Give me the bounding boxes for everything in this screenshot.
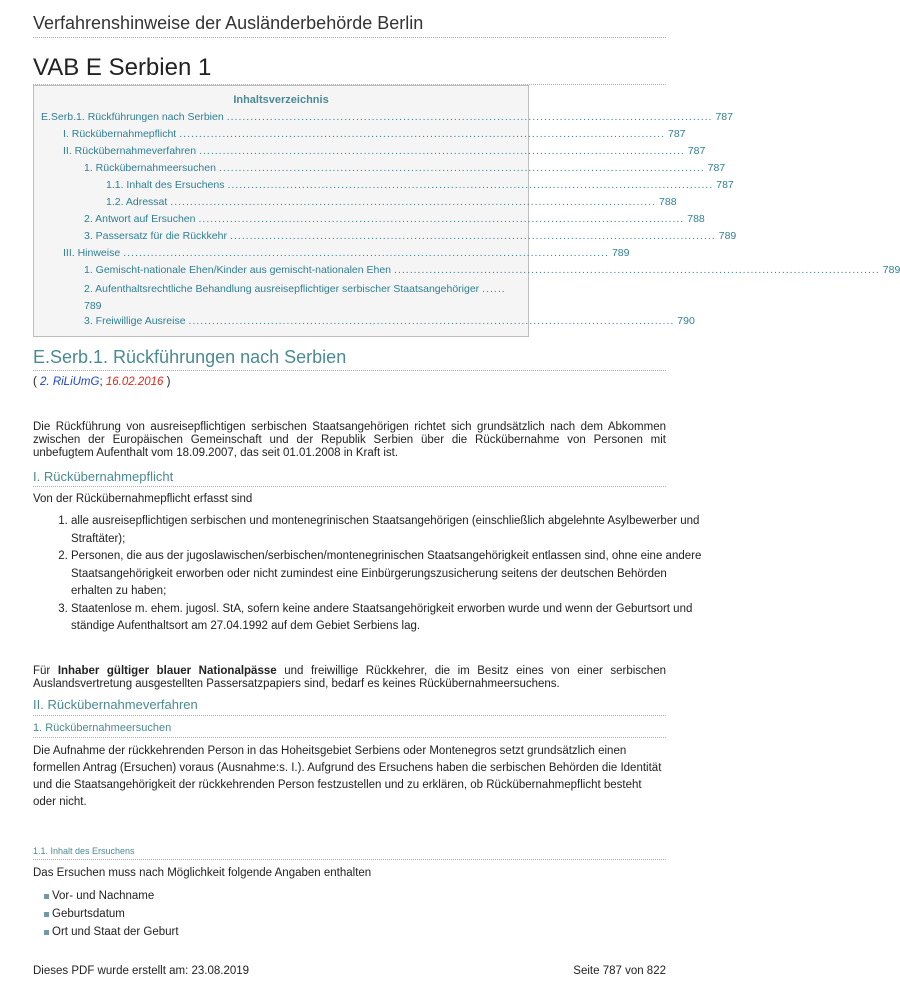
toc-entry[interactable]: E.Serb.1. Rückführungen nach Serbien ............................................................................................................................ 787 bbox=[41, 111, 733, 123]
subsection-divider bbox=[33, 715, 666, 716]
bullet-icon bbox=[44, 912, 49, 917]
section-heading: E.Serb.1. Rückführungen nach Serbien bbox=[33, 347, 347, 367]
subsection-heading: I. Rückübernahmepflicht bbox=[33, 469, 174, 484]
request-data-list bbox=[33, 887, 179, 941]
toc-entry[interactable]: II. Rückübernahmeverfahren ............................................................................................................................ 787 bbox=[63, 145, 706, 157]
toc-entry[interactable]: 1.2. Adressat ............................................................................................................................ 788 bbox=[106, 196, 677, 208]
sub-subsection-heading: 1. Rückübernahmeersuchen bbox=[33, 722, 172, 734]
procedure-paragraph: Die Aufnahme der rückkehrenden Person in das Hoheitsgebiet Serbiens oder Montenegros setzt grundsätzlich einen formellen Antrag (Ersuchen) voraus (Ausnahme:s. I.). Aufgrund des Ersuchens haben die serbischen Behörden die Identität und die Staatsangehörigkeit der rückkehrenden Person festzustellen und zu erklären, ob Rückübernahmepflicht besteht oder nicht. bbox=[33, 745, 662, 808]
toc-entry[interactable]: 1.1. Inhalt des Ersuchens ............................................................................................................................ 787 bbox=[106, 179, 734, 191]
page-footer bbox=[33, 965, 666, 977]
toc-entry[interactable]: 1. Rückübernahmeersuchen ............................................................................................................................ 787 bbox=[84, 162, 726, 174]
reference-link[interactable]: 2. RiLiUmG bbox=[40, 376, 100, 388]
header-divider bbox=[33, 37, 666, 38]
table-of-contents bbox=[33, 85, 900, 337]
footer-page-number: Seite 787 von 822 bbox=[573, 965, 666, 977]
toc-entry[interactable]: 2. Aufenthaltsrechtliche Behandlung ausreisepflichtiger serbischer Staatsangehöriger ...... 789 bbox=[84, 283, 506, 312]
section-divider bbox=[33, 370, 666, 371]
passport-note: Für Inhaber gültiger blauer Nationalpässe und freiwillige Rückkehrer, die im Besitz eines von einer serbischen Auslandsvertretung ausgestellten Passersatzpapiers sind, bedarf es keines Rückübernahmeersuchens. bbox=[33, 665, 666, 690]
reference-date: 16.02.2016 bbox=[105, 376, 164, 388]
footer-created: Dieses PDF wurde erstellt am: 23.08.2019 bbox=[33, 965, 250, 977]
bullet-icon bbox=[44, 930, 49, 935]
bullet-icon bbox=[44, 894, 49, 899]
list-item: 1. alle ausreisepflichtigen serbischen und montenegrinischen Staatsangehörigen (einschließlich abgelehnte Asylbewerber und Straftäter); bbox=[71, 513, 704, 548]
obligation-lead: Von der Rückübernahmepflicht erfasst sind bbox=[33, 493, 253, 505]
request-content-lead: Das Ersuchen muss nach Möglichkeit folgende Angaben enthalten bbox=[33, 867, 372, 879]
list-item: Geburtsdatum bbox=[33, 905, 179, 923]
subsection-divider bbox=[33, 486, 666, 487]
sub-subsection-heading: 1.1. Inhalt des Ersuchens bbox=[33, 846, 135, 856]
reference-line: ( 2. RiLiUmG; 16.02.2016 ) bbox=[33, 376, 171, 388]
list-item: 2. Personen, die aus der jugoslawischen/serbischen/montenegrinischen Staatsangehörigkeit entlassen sind, ohne eine andere Staatsangehörigkeit erworben oder nicht zumindest eine Einbürgerungszusicherung seitens der deutschen Behörden erhalten zu haben; bbox=[71, 548, 704, 601]
toc-entry[interactable]: 3. Passersatz für die Rückkehr ............................................................................................................................ 789 bbox=[84, 230, 737, 242]
toc-entry[interactable]: I. Rückübernahmepflicht ............................................................................................................................ 787 bbox=[63, 128, 686, 140]
obligation-list bbox=[33, 513, 704, 636]
list-item: Ort und Staat der Geburt bbox=[33, 923, 179, 941]
list-item: 3. Staatenlose m. ehem. jugosl. StA, sofern keine andere Staatsangehörigkeit erworben wurde und wenn der Geburtsort und ständige Aufenthaltsort am 27.04.1992 auf dem Gebiet Serbiens lag. bbox=[71, 601, 704, 636]
sub-subsection-divider bbox=[33, 859, 666, 860]
subsection-heading: II. Rückübernahmeverfahren bbox=[33, 697, 198, 712]
header-title: Verfahrenshinweise der Ausländerbehörde Berlin bbox=[33, 13, 424, 33]
toc-entry[interactable]: 1. Gemischt-nationale Ehen/Kinder aus gemischt-nationalen Ehen ............................................................................................................................ 789 bbox=[84, 264, 900, 276]
toc-entry[interactable]: III. Hinweise ............................................................................................................................ 789 bbox=[63, 247, 630, 259]
list-item: Vor- und Nachname bbox=[33, 887, 179, 905]
toc-entry[interactable]: 2. Antwort auf Ersuchen ............................................................................................................................ 788 bbox=[84, 213, 705, 225]
sub-subsection-divider bbox=[33, 737, 666, 738]
intro-paragraph: Die Rückführung von ausreisepflichtigen serbischen Staatsangehörigen richtet sich grundsätzlich nach dem Abkommen zwischen der Europäischen Gemeinschaft und der Republik Serbien über die Rückübernahme von Personen mit unbefugtem Aufenthalt vom 18.09.2007, das seit 01.01.2008 in Kraft ist. bbox=[33, 421, 666, 459]
toc-heading: Inhaltsverzeichnis bbox=[233, 94, 329, 106]
document-title: VAB E Serbien 1 bbox=[33, 54, 212, 81]
toc-entry[interactable]: 3. Freiwillige Ausreise ............................................................................................................................ 790 bbox=[84, 315, 695, 327]
